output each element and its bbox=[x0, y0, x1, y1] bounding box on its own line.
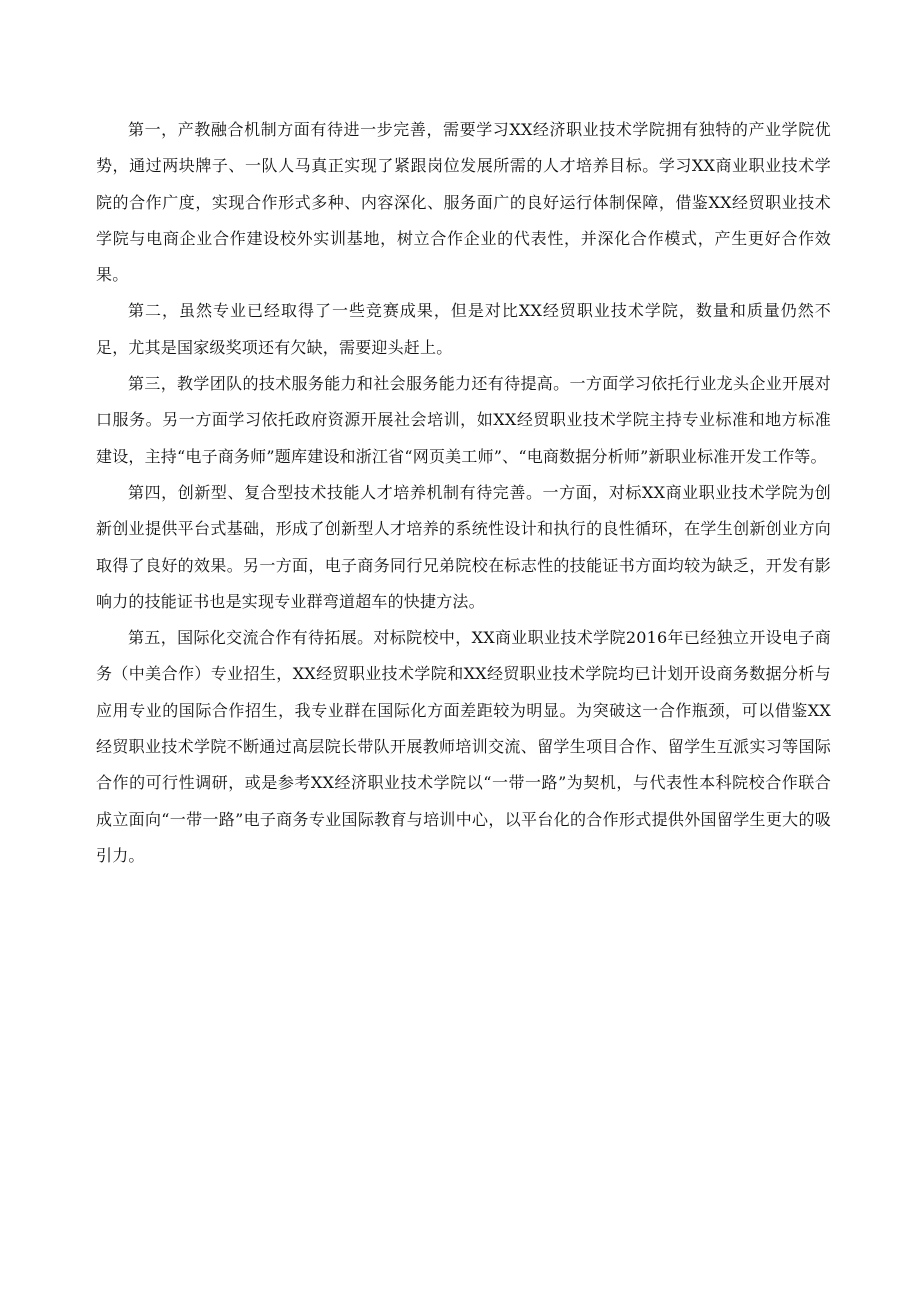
document-body bbox=[96, 112, 831, 874]
paragraph-2: 第二，虽然专业已经取得了一些竞赛成果，但是对比XX经贸职业技术学院，数量和质量仍然不足，尤其是国家级奖项还有欠缺，需要迎头赶上。 bbox=[96, 301, 831, 357]
paragraph-1: 第一，产教融合机制方面有待进一步完善，需要学习XX经济职业技术学院拥有独特的产业学院优势，通过两块牌子、一队人马真正实现了紧跟岗位发展所需的人才培养目标。学习XX商业职业技术学院的合作广度，实现合作形式多种、内容深化、服务面广的良好运行体制保障，借鉴XX经贸职业技术学院与电商企业合作建设校外实训基地，树立合作企业的代表性，并深化合作模式，产生更好合作效果。 bbox=[96, 120, 831, 285]
paragraph-3: 第三，教学团队的技术服务能力和社会服务能力还有待提高。一方面学习依托行业龙头企业开展对口服务。另一方面学习依托政府资源开展社会培训，如XX经贸职业技术学院主持专业标准和地方标准建设，主持“电子商务师”题库建设和浙江省“网页美工师”、“电商数据分析师”新职业标准开发工作等。 bbox=[96, 374, 831, 466]
paragraph-4: 第四，创新型、复合型技术技能人才培养机制有待完善。一方面，对标XX商业职业技术学院为创新创业提供平台式基础，形成了创新型人才培养的系统性设计和执行的良性循环，在学生创新创业方向取得了良好的效果。另一方面，电子商务同行兄弟院校在标志性的技能证书方面均较为缺乏，开发有影响力的技能证书也是实现专业群弯道超车的快捷方法。 bbox=[96, 482, 831, 611]
paragraph-5: 第五，国际化交流合作有待拓展。对标院校中，XX商业职业技术学院2016年已经独立开设电子商务（中美合作）专业招生，XX经贸职业技术学院和XX经贸职业技术学院均已计划开设商务数据分析与应用专业的国际合作招生，我专业群在国际化方面差距较为明显。为突破这一合作瓶颈，可以借鉴XX经贸职业技术学院不断通过高层院长带队开展教师培训交流、留学生项目合作、留学生互派实习等国际合作的可行性调研，或是参考XX经济职业技术学院以“一带一路”为契机，与代表性本科院校合作联合成立面向“一带一路”电子商务专业国际教育与培训中心，以平台化的合作形式提供外国留学生更大的吸引力。 bbox=[96, 628, 831, 865]
